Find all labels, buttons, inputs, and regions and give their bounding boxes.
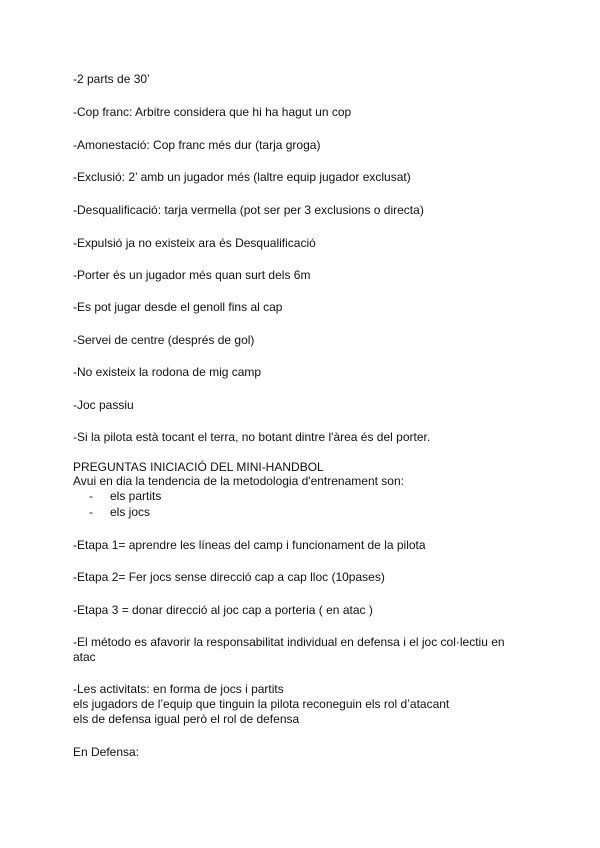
intro-text: Avui en dia la tendencia de la metodologia d'entrenament son: xyxy=(73,474,404,488)
rule-line: -Si la pilota està tocant el terra, no botant dintre l'àrea és del porter. xyxy=(73,430,431,444)
rule-line: -No existeix la rodona de mig camp xyxy=(73,365,262,379)
rule-line: -Joc passiu xyxy=(73,398,134,412)
rule-line: -Cop franc: Arbitre considera que hi ha hagut un cop xyxy=(73,105,352,119)
rule-line: -Servei de centre (després de gol) xyxy=(73,333,255,347)
method-line: atac xyxy=(73,650,96,664)
stage-line: -Etapa 3 = donar direcció al joc cap a porteria ( en atac ) xyxy=(73,603,373,617)
section-title: PREGUNTAS INICIACIÓ DEL MINI-HANDBOL xyxy=(73,460,324,474)
stage-line: -Etapa 2= Fer jocs sense direcció cap a cap lloc (10pases) xyxy=(73,570,385,584)
rule-line: -Porter és un jugador més quan surt dels 6m xyxy=(73,268,311,282)
rule-line: -Amonestació: Cop franc més dur (tarja groga) xyxy=(73,138,321,152)
rule-line: -Desqualificació: tarja vermella (pot ser per 3 exclusions o directa) xyxy=(73,203,424,217)
stage-line: -Etapa 1= aprendre les líneas del camp i funcionament de la pilota xyxy=(73,538,426,552)
bullet-dash: - xyxy=(89,505,93,519)
bullet-dash: - xyxy=(89,489,93,503)
activities-line: els jugadors de l’equip que tinguin la pilota reconeguin els rol d’atacant xyxy=(73,697,450,711)
bullet-text: els jocs xyxy=(110,505,151,519)
rule-line: -Es pot jugar desde el genoll fins al cap xyxy=(73,300,283,314)
activities-line: els de defensa igual però el rol de defensa xyxy=(73,712,300,726)
defense-heading: En Defensa: xyxy=(73,745,140,759)
rule-line: -Exclusió: 2’ amb un jugador més (laltre equip jugador exclusat) xyxy=(73,170,411,184)
rule-line: -Expulsió ja no existeix ara és Desqualificació xyxy=(73,236,316,250)
method-line: -El método es afavorir la responsabilitat individual en defensa i el joc col·lectiu en xyxy=(73,635,505,649)
rule-line: -2 parts de 30’ xyxy=(73,72,150,86)
activities-line: -Les activitats: en forma de jocs i partits xyxy=(73,682,284,696)
bullet-text: els partits xyxy=(110,489,162,503)
